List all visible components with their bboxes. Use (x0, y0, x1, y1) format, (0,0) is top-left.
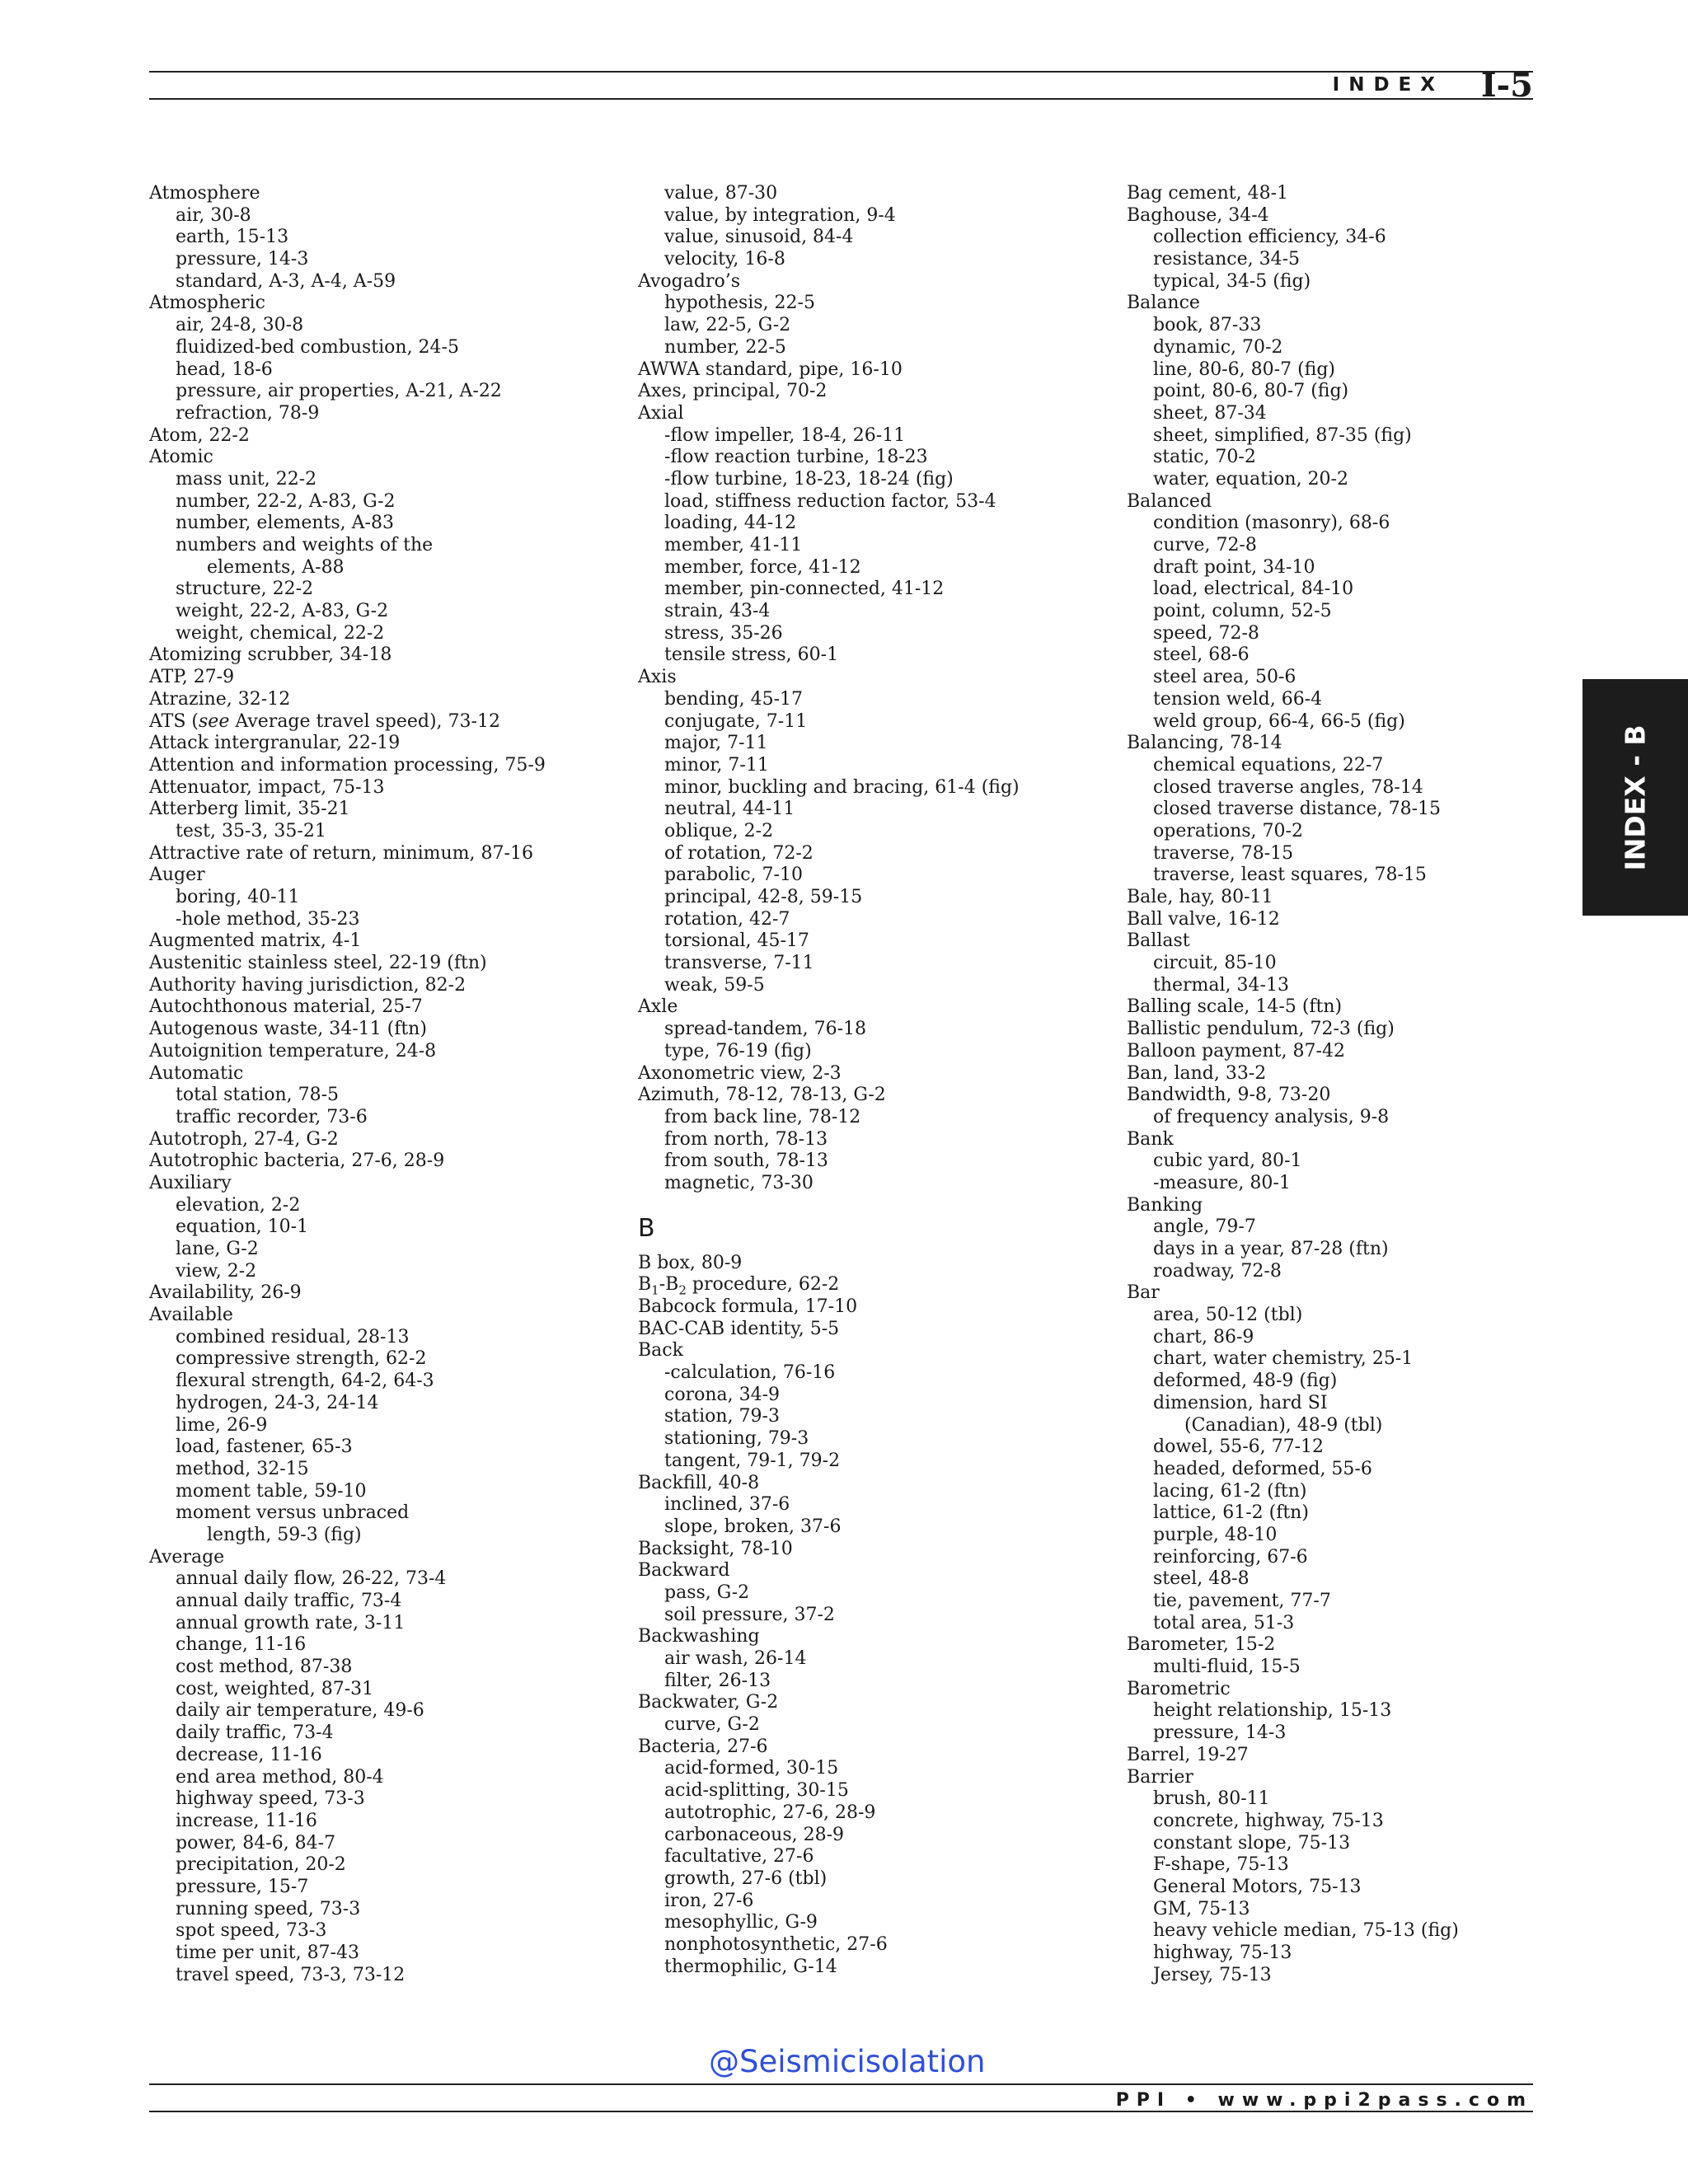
index-subentry: sheet, 87-34 (1153, 402, 1267, 424)
index-entry: Average (149, 1546, 225, 1568)
index-subentry: GM, 75-13 (1153, 1898, 1250, 1919)
index-entry: Avogadro’s (638, 270, 740, 292)
index-subentry: book, 87-33 (1153, 315, 1262, 336)
footer-rule-bottom (149, 2111, 1533, 2112)
index-subentry: acid-splitting, 30-15 (664, 1780, 849, 1802)
watermark: @Seismicisolation (709, 2044, 986, 2079)
running-header-title: INDEX (1332, 74, 1444, 96)
index-subentry: moment table, 59-10 (176, 1480, 367, 1502)
index-subentry: heavy vehicle median, 75-13 (fig) (1153, 1920, 1459, 1942)
index-subentry: annual growth rate, 3-11 (176, 1612, 406, 1633)
index-subentry: -flow reaction turbine, 18-23 (664, 447, 928, 468)
index-subentry: speed, 72-8 (1153, 622, 1259, 644)
index-subentry: conjugate, 7-11 (664, 710, 808, 732)
index-entry: Autogenous waste, 34-11 (ftn) (149, 1019, 427, 1040)
index-entry: Autotrophic bacteria, 27-6, 28-9 (149, 1151, 445, 1172)
index-subentry: dimension, hard SI (1153, 1392, 1328, 1413)
section-tab-label: INDEX - B (1619, 724, 1652, 871)
index-subentry: nonphotosynthetic, 27-6 (664, 1933, 888, 1955)
index-subentry: autotrophic, 27-6, 28-9 (664, 1802, 876, 1823)
index-subentry: curve, G-2 (664, 1714, 760, 1736)
index-subentry: slope, broken, 37-6 (664, 1516, 842, 1537)
index-subentry: hypothesis, 22-5 (664, 293, 815, 314)
index-subentry: rotation, 42-7 (664, 908, 790, 930)
index-subentry: tangent, 79-1, 79-2 (664, 1450, 841, 1471)
index-subentry: parabolic, 7-10 (664, 865, 803, 886)
index-subentry: soil pressure, 37-2 (664, 1604, 835, 1625)
index-subentry: deformed, 48-9 (fig) (1153, 1371, 1338, 1392)
index-entry: Axle (638, 996, 678, 1018)
index-entry: Ballistic pendulum, 72-3 (fig) (1127, 1019, 1395, 1040)
index-subentry: height relationship, 15-13 (1153, 1700, 1392, 1722)
index-entry: Atomizing scrubber, 34-18 (149, 644, 392, 666)
index-subentry: mass unit, 22-2 (176, 468, 317, 490)
index-entry: Bag cement, 48-1 (1127, 183, 1289, 204)
index-subentry: change, 11-16 (176, 1634, 307, 1656)
index-entry: Atmosphere (149, 183, 260, 204)
section-tab (1582, 679, 1688, 916)
index-subentry: highway, 75-13 (1153, 1943, 1292, 1963)
index-subentry: cost method, 87-38 (176, 1657, 353, 1678)
index-subentry: total area, 51-3 (1153, 1612, 1295, 1633)
index-entry: Barrel, 19-27 (1127, 1744, 1249, 1765)
index-entry: ATP, 27-9 (149, 667, 235, 688)
index-subentry: increase, 11-16 (176, 1810, 317, 1831)
index-subentry: tie, pavement, 77-7 (1153, 1591, 1331, 1611)
index-entry: Bacteria, 27-6 (638, 1736, 768, 1757)
index-subentry: law, 22-5, G-2 (664, 315, 791, 336)
header-rule-top (149, 71, 1533, 73)
index-subentry: value, sinusoid, 84-4 (664, 227, 854, 248)
index-subentry: -hole method, 35-23 (176, 908, 360, 930)
index-subentry: view, 2-2 (176, 1260, 257, 1282)
index-subentry: lime, 26-9 (176, 1414, 268, 1436)
index-subentry: spot speed, 73-3 (176, 1920, 327, 1942)
index-entry: Backfill, 40-8 (638, 1472, 760, 1493)
index-subentry: lane, G-2 (176, 1239, 259, 1259)
index-entry: $B_1-B_2$ procedure, 62-2 (638, 1274, 840, 1298)
index-subentry: elements, A-88 (207, 556, 345, 578)
index-subentry: minor, 7-11 (664, 754, 769, 776)
index-subentry: reinforcing, 67-6 (1153, 1546, 1308, 1568)
index-subentry: constant slope, 75-13 (1153, 1832, 1351, 1854)
index-subentry: spread-tandem, 76-18 (664, 1019, 867, 1040)
index-subentry: air, 30-8 (176, 204, 251, 226)
index-subentry: closed traverse distance, 78-15 (1153, 799, 1442, 820)
index-subentry: growth, 27-6 (tbl) (664, 1868, 828, 1889)
index-entry: Bar (1127, 1282, 1160, 1304)
index-subentry: pressure, 14-3 (1153, 1722, 1287, 1744)
index-column-2 (638, 183, 1020, 1978)
index-subentry: closed traverse angles, 78-14 (1153, 776, 1423, 798)
index-subentry: tensile stress, 60-1 (664, 644, 839, 666)
index-subentry: days in a year, 87-28 (ftn) (1153, 1239, 1389, 1259)
index-entry: Attractive rate of return, minimum, 87-16 (149, 842, 533, 864)
index-subentry: collection efficiency, 34-6 (1153, 227, 1386, 248)
index-entry: Atom, 22-2 (149, 424, 250, 446)
index-subentry: moment versus unbraced (176, 1502, 410, 1524)
index-entry: Available (149, 1305, 233, 1326)
index-subentry: pressure, 14-3 (176, 249, 309, 270)
index-subentry: weld group, 66-4, 66-5 (fig) (1153, 710, 1405, 732)
index-subentry: principal, 42-8, 59-15 (664, 887, 863, 907)
index-subentry: equation, 10-1 (176, 1216, 309, 1238)
index-subentry: daily air temperature, 49-6 (176, 1700, 424, 1722)
index-subentry: iron, 27-6 (664, 1890, 754, 1911)
footer-publisher: PPI • www.ppi2pass.com (1115, 2090, 1533, 2111)
index-entry: Baghouse, 34-4 (1127, 204, 1269, 226)
index-subentry: station, 79-3 (664, 1406, 780, 1427)
index-subentry: method, 32-15 (176, 1458, 309, 1479)
index-subentry: thermophilic, G-14 (664, 1956, 837, 1977)
index-subentry: stationing, 79-3 (664, 1428, 809, 1450)
index-subentry: water, equation, 20-2 (1153, 468, 1348, 490)
index-subentry: length, 59-3 (fig) (207, 1524, 362, 1545)
index-subentry: combined residual, 28-13 (176, 1326, 410, 1347)
index-subentry: neutral, 44-11 (664, 799, 795, 820)
index-entry: Atomic (149, 447, 213, 468)
index-entry: Balance (1127, 293, 1200, 314)
index-subentry: loading, 44-12 (664, 513, 797, 534)
index-subentry: of frequency analysis, 9-8 (1153, 1106, 1390, 1127)
index-subentry: oblique, 2-2 (664, 820, 774, 841)
index-subentry: (Canadian), 48-9 (tbl) (1184, 1414, 1383, 1436)
footer-rule-top (149, 2083, 1533, 2085)
index-subentry: point, 80-6, 80-7 (fig) (1153, 381, 1349, 402)
index-entry: Barrier (1127, 1766, 1193, 1788)
index-subentry: major, 7-11 (664, 733, 768, 754)
index-subentry: refraction, 78-9 (176, 402, 320, 424)
index-subentry: angle, 79-7 (1153, 1216, 1256, 1238)
index-entry: Atrazine, 32-12 (149, 688, 291, 710)
index-subentry: chart, water chemistry, 25-1 (1153, 1348, 1414, 1370)
index-subentry: from north, 78-13 (664, 1128, 828, 1150)
index-entry: AWWA standard, pipe, 16-10 (638, 359, 903, 380)
index-entry: Attenuator, impact, 75-13 (149, 776, 385, 798)
index-entry: Augmented matrix, 4-1 (149, 930, 362, 952)
index-subentry: chart, 86-9 (1153, 1326, 1254, 1347)
index-subentry: mesophyllic, G-9 (664, 1912, 818, 1933)
index-column-3 (1127, 183, 1459, 1986)
index-subentry: precipitation, 20-2 (176, 1854, 346, 1876)
index-subentry: weight, chemical, 22-2 (176, 622, 385, 644)
header-rule-bottom (149, 98, 1533, 100)
index-subentry: thermal, 34-13 (1153, 974, 1289, 996)
index-entry: Availability, 26-9 (149, 1282, 302, 1304)
index-subentry: elevation, 2-2 (176, 1194, 301, 1216)
index-subentry: -flow turbine, 18-23, 18-24 (fig) (664, 468, 954, 490)
index-subentry: lattice, 61-2 (ftn) (1153, 1502, 1309, 1524)
index-entry: Auger (149, 865, 205, 886)
index-subentry: from south, 78-13 (664, 1151, 828, 1172)
index-subentry: concrete, highway, 75-13 (1153, 1810, 1384, 1831)
index-entry: Babcock formula, 17-10 (638, 1296, 858, 1317)
index-subentry: strain, 43-4 (664, 601, 771, 622)
index-entry: Bandwidth, 9-8, 73-20 (1127, 1085, 1331, 1106)
index-subentry: traverse, least squares, 78-15 (1153, 865, 1427, 886)
index-entry: Bank (1127, 1128, 1174, 1150)
index-section-heading: B (638, 1213, 655, 1243)
index-subentry: acid-formed, 30-15 (664, 1758, 839, 1779)
index-subentry: transverse, 7-11 (664, 953, 814, 974)
index-subentry: member, force, 41-12 (664, 556, 861, 578)
index-subentry: dowel, 55-6, 77-12 (1153, 1436, 1325, 1458)
index-subentry: facultative, 27-6 (664, 1846, 814, 1868)
index-subentry: Jersey, 75-13 (1153, 1964, 1272, 1985)
index-subentry: steel, 48-8 (1153, 1568, 1250, 1590)
index-subentry: time per unit, 87-43 (176, 1943, 359, 1963)
index-entry: Backward (638, 1560, 730, 1582)
index-subentry: total station, 78-5 (176, 1085, 340, 1106)
index-entry: Ball valve, 16-12 (1127, 908, 1280, 930)
index-subentry: structure, 22-2 (176, 579, 314, 600)
index-entry: Backwashing (638, 1626, 760, 1647)
index-subentry: velocity, 16-8 (664, 249, 785, 270)
index-entry: Attention and information processing, 75-9 (149, 754, 546, 776)
index-entry: Backsight, 78-10 (638, 1538, 793, 1559)
index-subentry: curve, 72-8 (1153, 535, 1257, 555)
index-subentry: traffic recorder, 73-6 (176, 1106, 368, 1127)
index-subentry: earth, 15-13 (176, 227, 289, 248)
index-entry: Axis (638, 667, 677, 688)
index-subentry: flexural strength, 64-2, 64-3 (176, 1371, 434, 1392)
index-subentry: boring, 40-11 (176, 887, 300, 907)
index-subentry: minor, buckling and bracing, 61-4 (fig) (664, 776, 1020, 798)
index-subentry: resistance, 34-5 (1153, 249, 1301, 270)
index-subentry: cost, weighted, 87-31 (176, 1678, 374, 1699)
index-entry: Automatic (149, 1062, 244, 1084)
index-subentry: brush, 80-11 (1153, 1788, 1270, 1810)
index-subentry: circuit, 85-10 (1153, 953, 1277, 974)
index-subentry: decrease, 11-16 (176, 1744, 322, 1765)
index-subentry: weight, 22-2, A-83, G-2 (176, 601, 389, 622)
index-subentry: operations, 70-2 (1153, 820, 1303, 841)
index-entry: Barometer, 15-2 (1127, 1634, 1276, 1656)
index-subentry: air wash, 26-14 (664, 1648, 807, 1669)
index-subentry: test, 35-3, 35-21 (176, 820, 326, 841)
index-subentry: end area method, 80-4 (176, 1766, 384, 1788)
index-subentry: bending, 45-17 (664, 688, 804, 710)
index-entry: ATS (see Average travel speed), 73-12 (149, 710, 500, 732)
index-subentry: purple, 48-10 (1153, 1524, 1278, 1545)
index-entry: Autotroph, 27-4, G-2 (149, 1128, 339, 1150)
index-subentry: steel, 68-6 (1153, 644, 1250, 666)
index-entry: Axial (638, 402, 684, 424)
index-entry: Balling scale, 14-5 (ftn) (1127, 996, 1343, 1018)
index-entry: Ballast (1127, 930, 1190, 952)
index-column-1 (149, 183, 546, 1986)
index-entry: Auxiliary (149, 1172, 232, 1193)
index-subentry: line, 80-6, 80-7 (fig) (1153, 359, 1335, 380)
index-subentry: number, 22-2, A-83, G-2 (176, 490, 396, 512)
index-subentry: pass, G-2 (664, 1582, 750, 1603)
index-subentry: travel speed, 73-3, 73-12 (176, 1964, 406, 1985)
index-entry: Axes, principal, 70-2 (638, 381, 828, 402)
index-subentry: chemical equations, 22-7 (1153, 754, 1384, 776)
index-subentry: hydrogen, 24-3, 24-14 (176, 1392, 379, 1413)
index-entry: Austenitic stainless steel, 22-19 (ftn) (149, 953, 487, 974)
index-subentry: lacing, 61-2 (ftn) (1153, 1480, 1307, 1502)
index-entry: Back (638, 1340, 683, 1361)
index-entry: Bale, hay, 80-11 (1127, 887, 1273, 907)
index-subentry: traverse, 78-15 (1153, 842, 1294, 864)
index-subentry: draft point, 34-10 (1153, 556, 1315, 578)
index-entry: Autoignition temperature, 24-8 (149, 1040, 437, 1062)
index-subentry: highway speed, 73-3 (176, 1788, 365, 1810)
index-subentry: member, pin-connected, 41-12 (664, 579, 945, 600)
index-subentry: tension weld, 66-4 (1153, 688, 1323, 710)
index-subentry: head, 18-6 (176, 359, 273, 380)
index-entry: Barometric (1127, 1678, 1231, 1699)
index-subentry: numbers and weights of the (176, 535, 434, 555)
index-subentry: fluidized-bed combustion, 24-5 (176, 336, 459, 358)
index-subentry: load, stiffness reduction factor, 53-4 (664, 490, 996, 512)
index-subentry: running speed, 73-3 (176, 1898, 361, 1919)
index-subentry: corona, 34-9 (664, 1384, 781, 1405)
index-subentry: value, 87-30 (664, 183, 778, 204)
index-subentry: annual daily flow, 26-22, 73-4 (176, 1568, 447, 1590)
index-subentry: multi-fluid, 15-5 (1153, 1657, 1301, 1678)
index-subentry: carbonaceous, 28-9 (664, 1824, 845, 1845)
index-entry: Backwater, G-2 (638, 1692, 779, 1713)
index-subentry: cubic yard, 80-1 (1153, 1151, 1302, 1172)
index-subentry: -flow impeller, 18-4, 26-11 (664, 424, 906, 446)
index-subentry: General Motors, 75-13 (1153, 1876, 1362, 1897)
index-subentry: inclined, 37-6 (664, 1494, 790, 1516)
page-number: I-5 (1480, 66, 1533, 105)
index-subentry: number, elements, A-83 (176, 513, 394, 534)
index-subentry: steel area, 50-6 (1153, 667, 1296, 688)
index-subentry: static, 70-2 (1153, 447, 1256, 468)
index-entry: Atterberg limit, 35-21 (149, 799, 350, 820)
index-subentry: value, by integration, 9-4 (664, 204, 896, 226)
index-subentry: magnetic, 73-30 (664, 1172, 814, 1193)
index-subentry: sheet, simplified, 87-35 (fig) (1153, 424, 1412, 446)
index-subentry: point, column, 52-5 (1153, 601, 1332, 622)
index-subentry: -calculation, 76-16 (664, 1362, 836, 1384)
index-subentry: of rotation, 72-2 (664, 842, 814, 864)
index-entry: Balancing, 78-14 (1127, 733, 1282, 754)
index-subentry: pressure, air properties, A-21, A-22 (176, 381, 502, 402)
index-subentry: annual daily traffic, 73-4 (176, 1591, 402, 1611)
index-subentry: load, electrical, 84-10 (1153, 579, 1354, 600)
index-subentry: stress, 35-26 (664, 622, 783, 644)
index-subentry: filter, 26-13 (664, 1670, 771, 1691)
index-subentry: area, 50-12 (tbl) (1153, 1305, 1303, 1326)
index-entry: BAC-CAB identity, 5-5 (638, 1318, 840, 1339)
index-entry: B box, 80-9 (638, 1252, 743, 1273)
index-entry: Axonometric view, 2-3 (638, 1062, 842, 1084)
index-subentry: typical, 34-5 (fig) (1153, 270, 1311, 292)
index-subentry: type, 76-19 (fig) (664, 1040, 812, 1062)
index-subentry: from back line, 78-12 (664, 1106, 861, 1127)
index-subentry: -measure, 80-1 (1153, 1172, 1291, 1193)
index-entry: Atmospheric (149, 293, 265, 314)
index-subentry: weak, 59-5 (664, 974, 765, 996)
index-entry: Autochthonous material, 25-7 (149, 996, 423, 1018)
index-entry: Authority having jurisdiction, 82-2 (149, 974, 467, 996)
index-subentry: number, 22-5 (664, 336, 786, 358)
index-entry: Ban, land, 33-2 (1127, 1062, 1267, 1084)
index-subentry: compressive strength, 62-2 (176, 1348, 427, 1370)
index-subentry: member, 41-11 (664, 535, 803, 555)
index-subentry: load, fastener, 65-3 (176, 1436, 353, 1458)
index-subentry: condition (masonry), 68-6 (1153, 513, 1390, 534)
index-subentry: torsional, 45-17 (664, 930, 809, 952)
index-subentry: air, 24-8, 30-8 (176, 315, 304, 336)
index-subentry: roadway, 72-8 (1153, 1260, 1282, 1282)
index-subentry: daily traffic, 73-4 (176, 1722, 334, 1744)
index-entry: Balanced (1127, 490, 1212, 512)
index-subentry: power, 84-6, 84-7 (176, 1832, 336, 1854)
index-entry: Attack intergranular, 22-19 (149, 733, 401, 754)
index-entry: Balloon payment, 87-42 (1127, 1040, 1345, 1062)
index-subentry: F-shape, 75-13 (1153, 1854, 1289, 1876)
index-entry: Azimuth, 78-12, 78-13, G-2 (638, 1085, 886, 1106)
index-subentry: pressure, 15-7 (176, 1876, 309, 1897)
index-entry: Banking (1127, 1194, 1203, 1216)
index-subentry: headed, deformed, 55-6 (1153, 1458, 1372, 1479)
index-subentry: dynamic, 70-2 (1153, 336, 1283, 358)
index-subentry: standard, A-3, A-4, A-59 (176, 270, 396, 292)
